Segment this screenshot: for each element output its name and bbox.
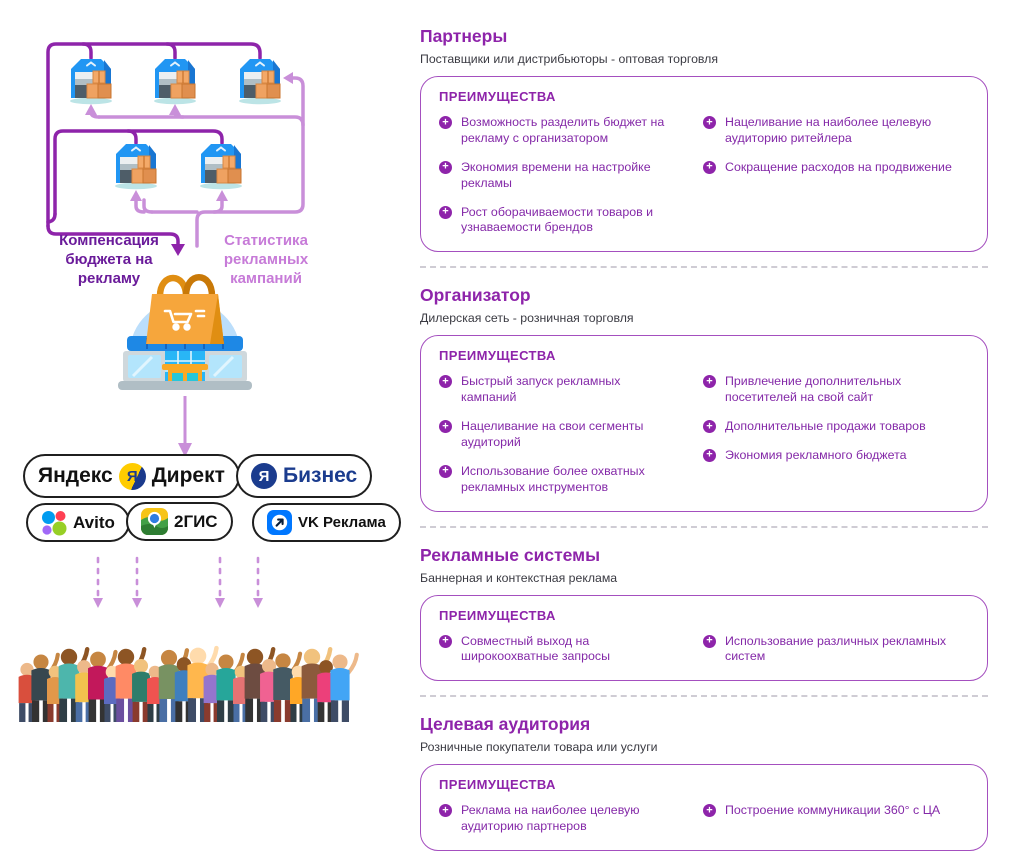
plus-icon (703, 804, 716, 817)
advantage-item: + Сокращение расходов на продвижение (703, 160, 969, 176)
advantages-label: ПРЕИМУЩЕСТВА (439, 348, 556, 364)
warehouse-icon (154, 59, 196, 104)
plus-icon (439, 465, 452, 478)
plus-icon (439, 375, 452, 388)
vk-ads-icon (267, 510, 292, 535)
warehouse-icon (200, 144, 242, 189)
advantages-label: ПРЕИМУЩЕСТВА (439, 89, 556, 104)
section-target-audience (420, 714, 988, 851)
crowd-illustration (19, 648, 357, 722)
advantage-item: + Экономия времени на настройке рекламы (439, 160, 677, 192)
avito-icon (41, 510, 67, 536)
logo-yandex-direct (23, 454, 240, 498)
plus-icon (439, 116, 452, 129)
store-bag-icon (118, 277, 252, 390)
advantages-box (420, 764, 988, 851)
section-subtitle: Баннерная и контекстная реклама (420, 570, 618, 585)
plus-icon (439, 804, 452, 817)
section-title: Целевая аудитория (420, 714, 591, 735)
section-divider (420, 695, 988, 697)
plus-icon (439, 206, 452, 219)
plus-icon (703, 420, 716, 433)
advantage-item: + Построение коммуникации 360° с ЦА (703, 803, 969, 819)
warehouse-icon (115, 144, 157, 189)
advantages-label: ПРЕИМУЩЕСТВА (439, 607, 556, 623)
plus-icon (703, 161, 716, 174)
platforms-to-audience-arrows (93, 558, 263, 608)
warehouse-icons (70, 59, 281, 189)
logo-2gis (126, 502, 233, 541)
section-partners (420, 26, 988, 252)
plus-icon (703, 449, 716, 462)
section-subtitle: Поставщики или дистрибьюторы - оптовая торговля (420, 52, 718, 66)
advantages-box (420, 76, 988, 252)
advantages-box (420, 335, 988, 511)
logo-vk-ads (252, 503, 401, 542)
section-subtitle: Дилерская сеть - розничная торговля (420, 311, 634, 326)
advantages-label: ПРЕИМУЩЕСТВА (439, 777, 556, 793)
advantage-item: + Экономия рекламного бюджета (703, 448, 969, 464)
logo-vk-ads-label: VK Реклама (298, 514, 386, 531)
advantage-item: + Дополнительные продажи товаров (703, 419, 969, 435)
yandex-direct-icon: Я (119, 463, 146, 490)
flow-diagram (0, 0, 400, 744)
plus-icon (439, 161, 452, 174)
section-ad-systems (420, 545, 988, 682)
warehouse-icon (70, 59, 112, 104)
yandex-business-icon: Я (251, 463, 277, 489)
statistics-label: Статистика рекламных кампаний (223, 232, 309, 287)
advantage-item: + Быстрый запуск рекламных кампаний (439, 374, 677, 406)
section-divider (420, 526, 988, 528)
advantage-item: + Нацеливание на наиболее целевую аудиторию ритейлера (703, 115, 969, 147)
section-divider (420, 266, 988, 268)
logo-avito-label: Avito (73, 512, 115, 532)
plus-icon (439, 420, 452, 433)
logo-avito (26, 503, 130, 542)
advantage-item: + Возможность разделить бюджет на рекламу с организатором (439, 115, 677, 147)
section-title: Партнеры (420, 26, 508, 46)
warehouse-icon (239, 59, 281, 104)
plus-icon (703, 116, 716, 129)
plus-icon (439, 635, 452, 648)
section-organizer (420, 285, 988, 511)
advantage-item: + Использование различных рекламных систем (703, 634, 969, 666)
plus-icon (703, 635, 716, 648)
advantage-item: + Привлечение дополнительных посетителей на свой сайт (703, 374, 969, 406)
store-to-platforms-arrow (178, 396, 192, 457)
advantages-box (420, 595, 988, 682)
diagram-panel (0, 0, 400, 744)
sections-panel (420, 26, 988, 851)
logo-yandex-direct-suffix: Директ (151, 464, 225, 487)
section-title: Организатор (420, 285, 531, 306)
advantage-item: + Реклама на наиболее целевую аудиторию партнеров (439, 803, 677, 835)
2gis-icon (141, 508, 168, 535)
section-subtitle: Розничные покупатели товара или услуги (420, 740, 658, 755)
advantage-item: + Нацеливание на свои сегменты аудиторий (439, 419, 677, 451)
advantage-item: + Совместный выход на широкоохватные запросы (439, 634, 677, 666)
logo-yandex-business-label: Бизнес (283, 464, 358, 487)
section-title: Рекламные системы (420, 544, 601, 565)
logo-2gis-label: 2ГИС (174, 511, 218, 531)
compensation-label: Компенсация бюджета на рекламу (59, 232, 159, 287)
advantage-item: + Рост оборачиваемости товаров и узнаваемости брендов (439, 205, 677, 237)
logo-yandex-business (236, 454, 372, 498)
logo-yandex-direct-prefix: Яндекс (38, 464, 113, 487)
advantage-item: + Использование более охватных рекламных инструментов (439, 464, 677, 496)
plus-icon (703, 375, 716, 388)
